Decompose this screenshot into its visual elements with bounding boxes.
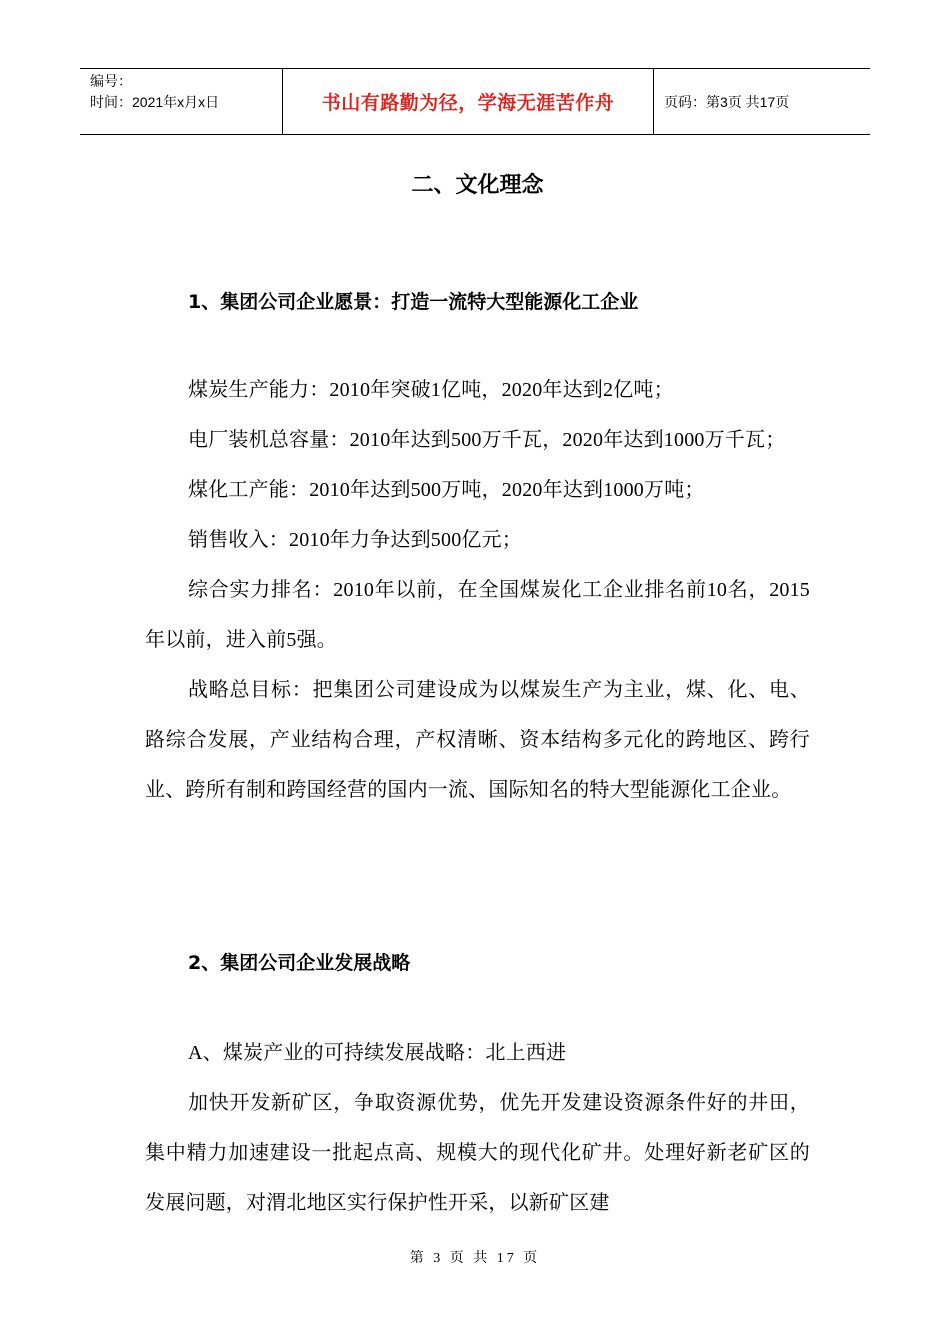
serial-label: 编号： [90, 73, 132, 89]
section-2-body [145, 1028, 810, 1228]
date-label: 时间：2021年x月x日 [90, 94, 220, 110]
header-motto-cell [282, 69, 654, 134]
section-2-heading: 2、集团公司企业发展战略 [188, 952, 411, 974]
paragraph: 电厂装机总容量：2010年达到500万千瓦，2020年达到1000万千瓦； [188, 429, 786, 451]
paragraph: A、煤炭产业的可持续发展战略：北上西进 [188, 1042, 567, 1064]
section-1-heading: 1、集团公司企业愿景：打造一流特大型能源化工企业 [188, 291, 639, 313]
section-1-body [145, 365, 810, 815]
paragraph: 煤化工产能：2010年达到500万吨，2020年达到1000万吨； [188, 479, 705, 501]
paragraph: 加快开发新矿区，争取资源优势，优先开发建设资源条件好的井田，集中精力加速建设一批起点高、规模大的现代化矿井。处理好新老矿区的发展问题，对渭北地区实行保护性开采，以新矿区建 [145, 1092, 810, 1214]
paragraph: 销售收入：2010年力争达到500亿元； [188, 529, 522, 551]
page-footer: 第 3 页 共 17 页 [409, 1251, 541, 1266]
page-title: 二、文化理念 [411, 173, 544, 198]
header-page-cell [654, 69, 870, 134]
paragraph: 煤炭生产能力：2010年突破1亿吨，2020年达到2亿吨； [188, 379, 674, 401]
page-header [80, 68, 870, 135]
header-meta [80, 69, 282, 134]
motto: 书山有路勤为径，学海无涯苦作舟 [321, 92, 615, 114]
paragraph: 战略总目标：把集团公司建设成为以煤炭生产为主业，煤、化、电、路综合发展，产业结构合理，产权清晰、资本结构多元化的跨地区、跨行业、跨所有制和跨国经营的国内一流、国际知名的特大型能源化工企业。 [145, 679, 810, 801]
document-body [145, 160, 810, 1214]
page-info: 页码：第3页 共17页 [664, 93, 790, 110]
paragraph: 综合实力排名：2010年以前，在全国煤炭化工企业排名前10名，2015年以前，进入前5强。 [145, 579, 810, 651]
